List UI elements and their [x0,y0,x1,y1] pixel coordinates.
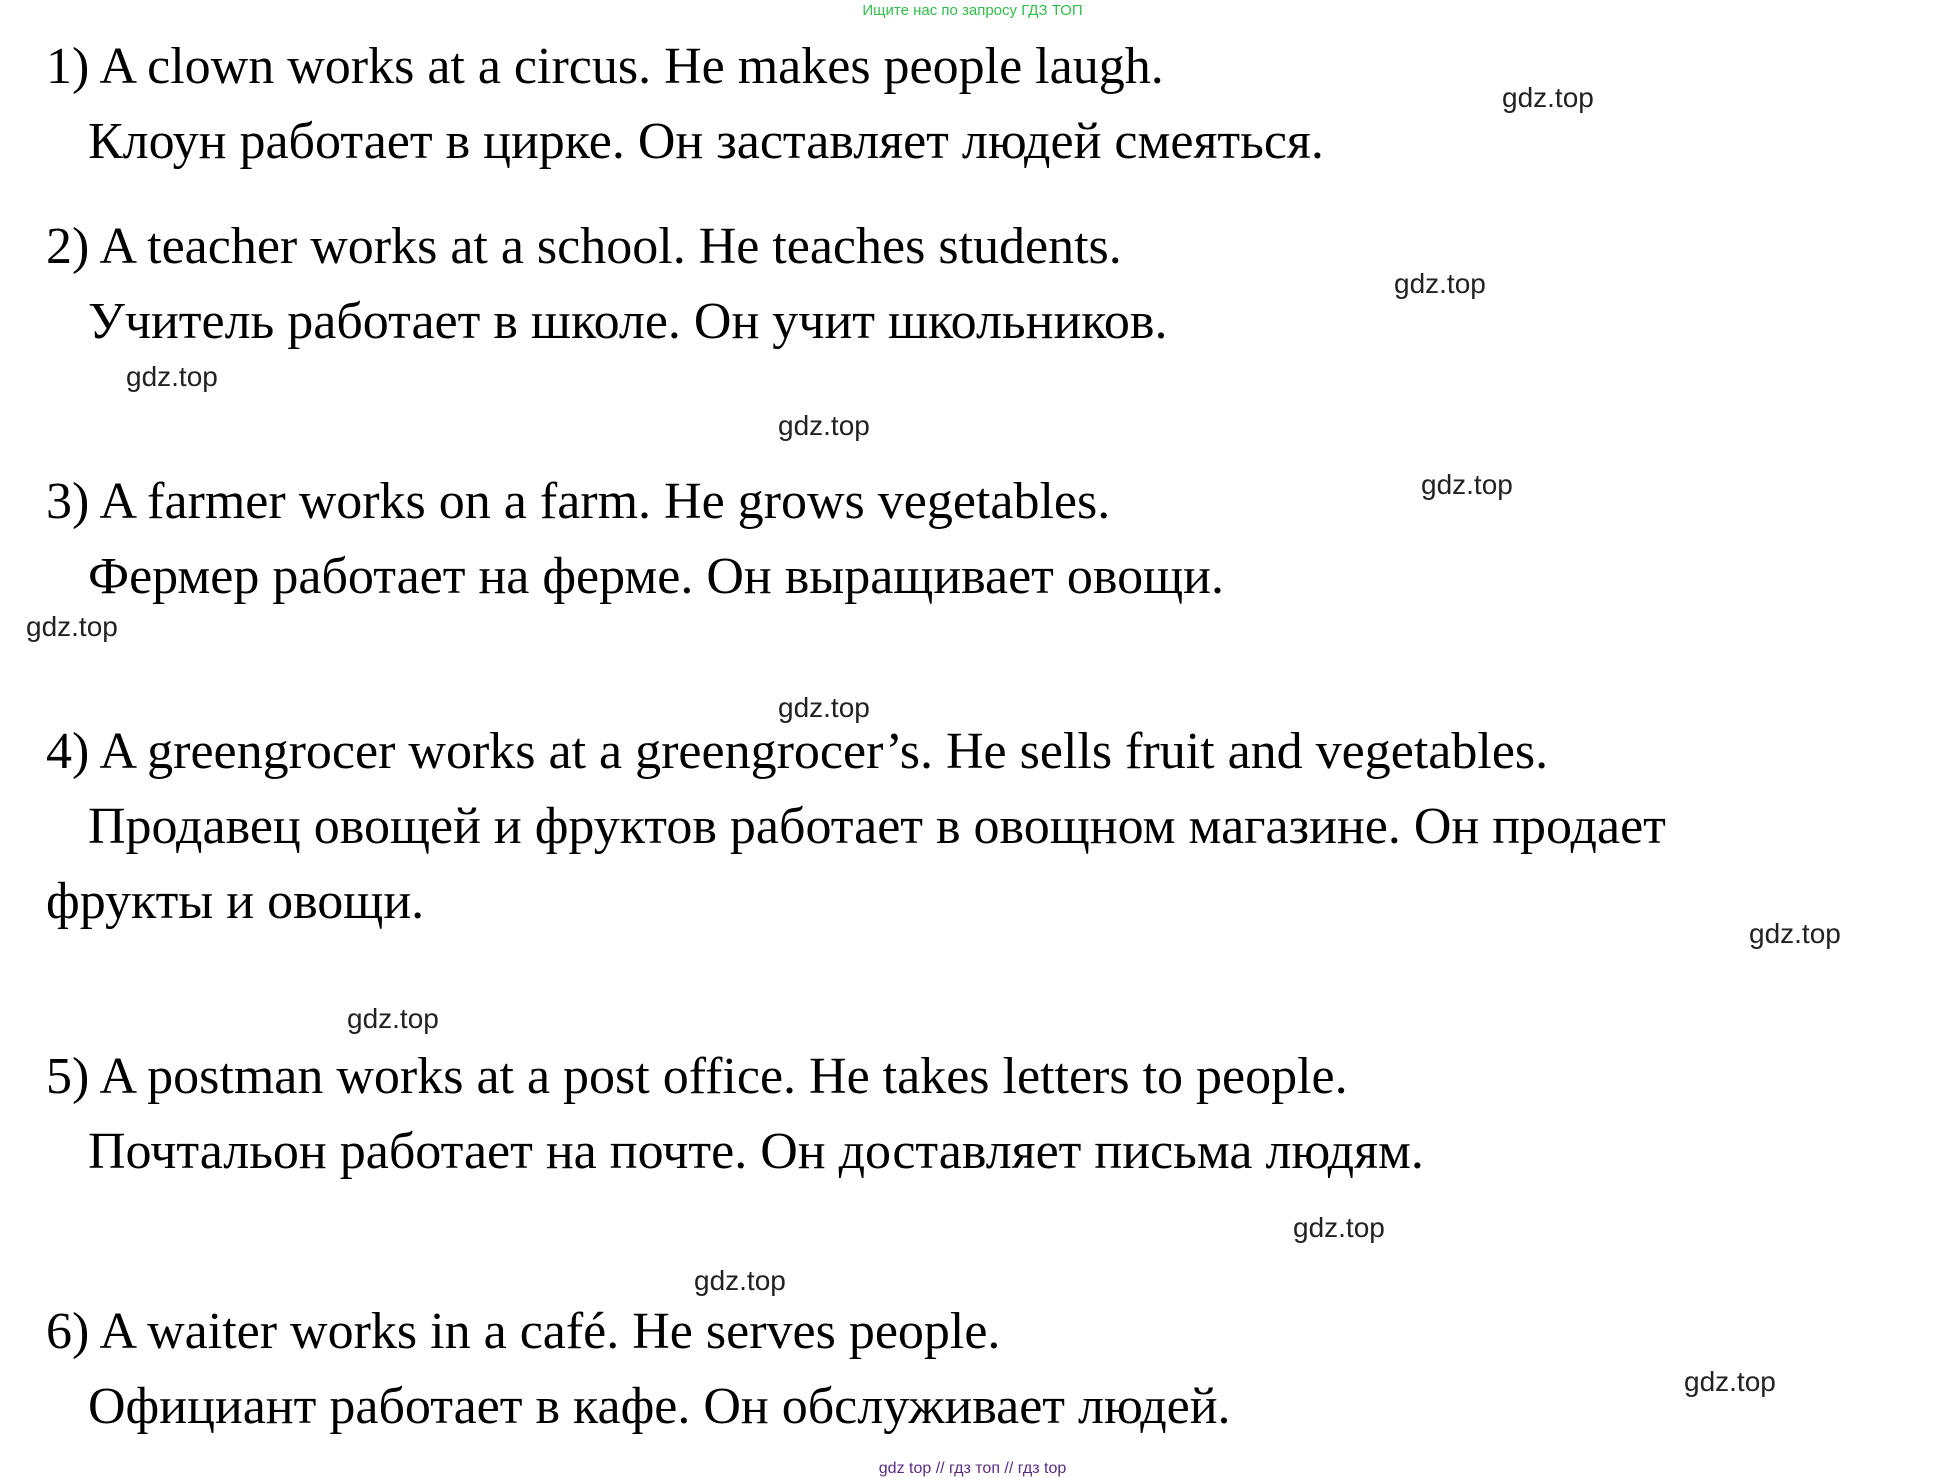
item-4-russian-continued: фрукты и овощи. [46,873,425,930]
watermark: gdz.top [1502,82,1594,113]
item-5-russian: Почтальон работает на почте. Он доставляет письма людям. [88,1123,1424,1180]
watermark: gdz.top [26,611,118,642]
watermark: gdz.top [1394,268,1486,299]
footer-note: gdz top // гдз топ // гдз top [878,1460,1067,1477]
item-3-russian: Фермер работает на ферме. Он выращивает овощи. [88,548,1224,605]
top-note: Ищите нас по запросу ГДЗ ТОП [862,2,1083,19]
watermark: gdz.top [694,1265,786,1296]
item-6-english: 6) A waiter works in a café. He serves people. [46,1303,1001,1360]
item-2-english: 2) A teacher works at a school. He teaches students. [46,218,1122,275]
watermark: gdz.top [347,1003,439,1034]
item-4-russian: Продавец овощей и фруктов работает в овощном магазине. Он продает [88,798,1666,855]
item-6-russian: Официант работает в кафе. Он обслуживает людей. [88,1378,1231,1435]
watermark: gdz.top [1293,1212,1385,1243]
watermark: gdz.top [126,361,218,392]
item-4-english: 4) A greengrocer works at a greengrocer’s. He sells fruit and vegetables. [46,723,1549,780]
item-3-english: 3) A farmer works on a farm. He grows vegetables. [46,473,1111,530]
watermark: gdz.top [1684,1366,1776,1397]
item-1-russian: Клоун работает в цирке. Он заставляет людей смеяться. [88,113,1324,170]
watermark: gdz.top [778,410,870,441]
watermark: gdz.top [1749,918,1841,949]
item-1-english: 1) A clown works at a circus. He makes people laugh. [46,38,1164,95]
watermark: gdz.top [1421,469,1513,500]
watermark: gdz.top [778,692,870,723]
item-5-english: 5) A postman works at a post office. He takes letters to people. [46,1048,1348,1105]
item-2-russian: Учитель работает в школе. Он учит школьников. [88,293,1168,350]
